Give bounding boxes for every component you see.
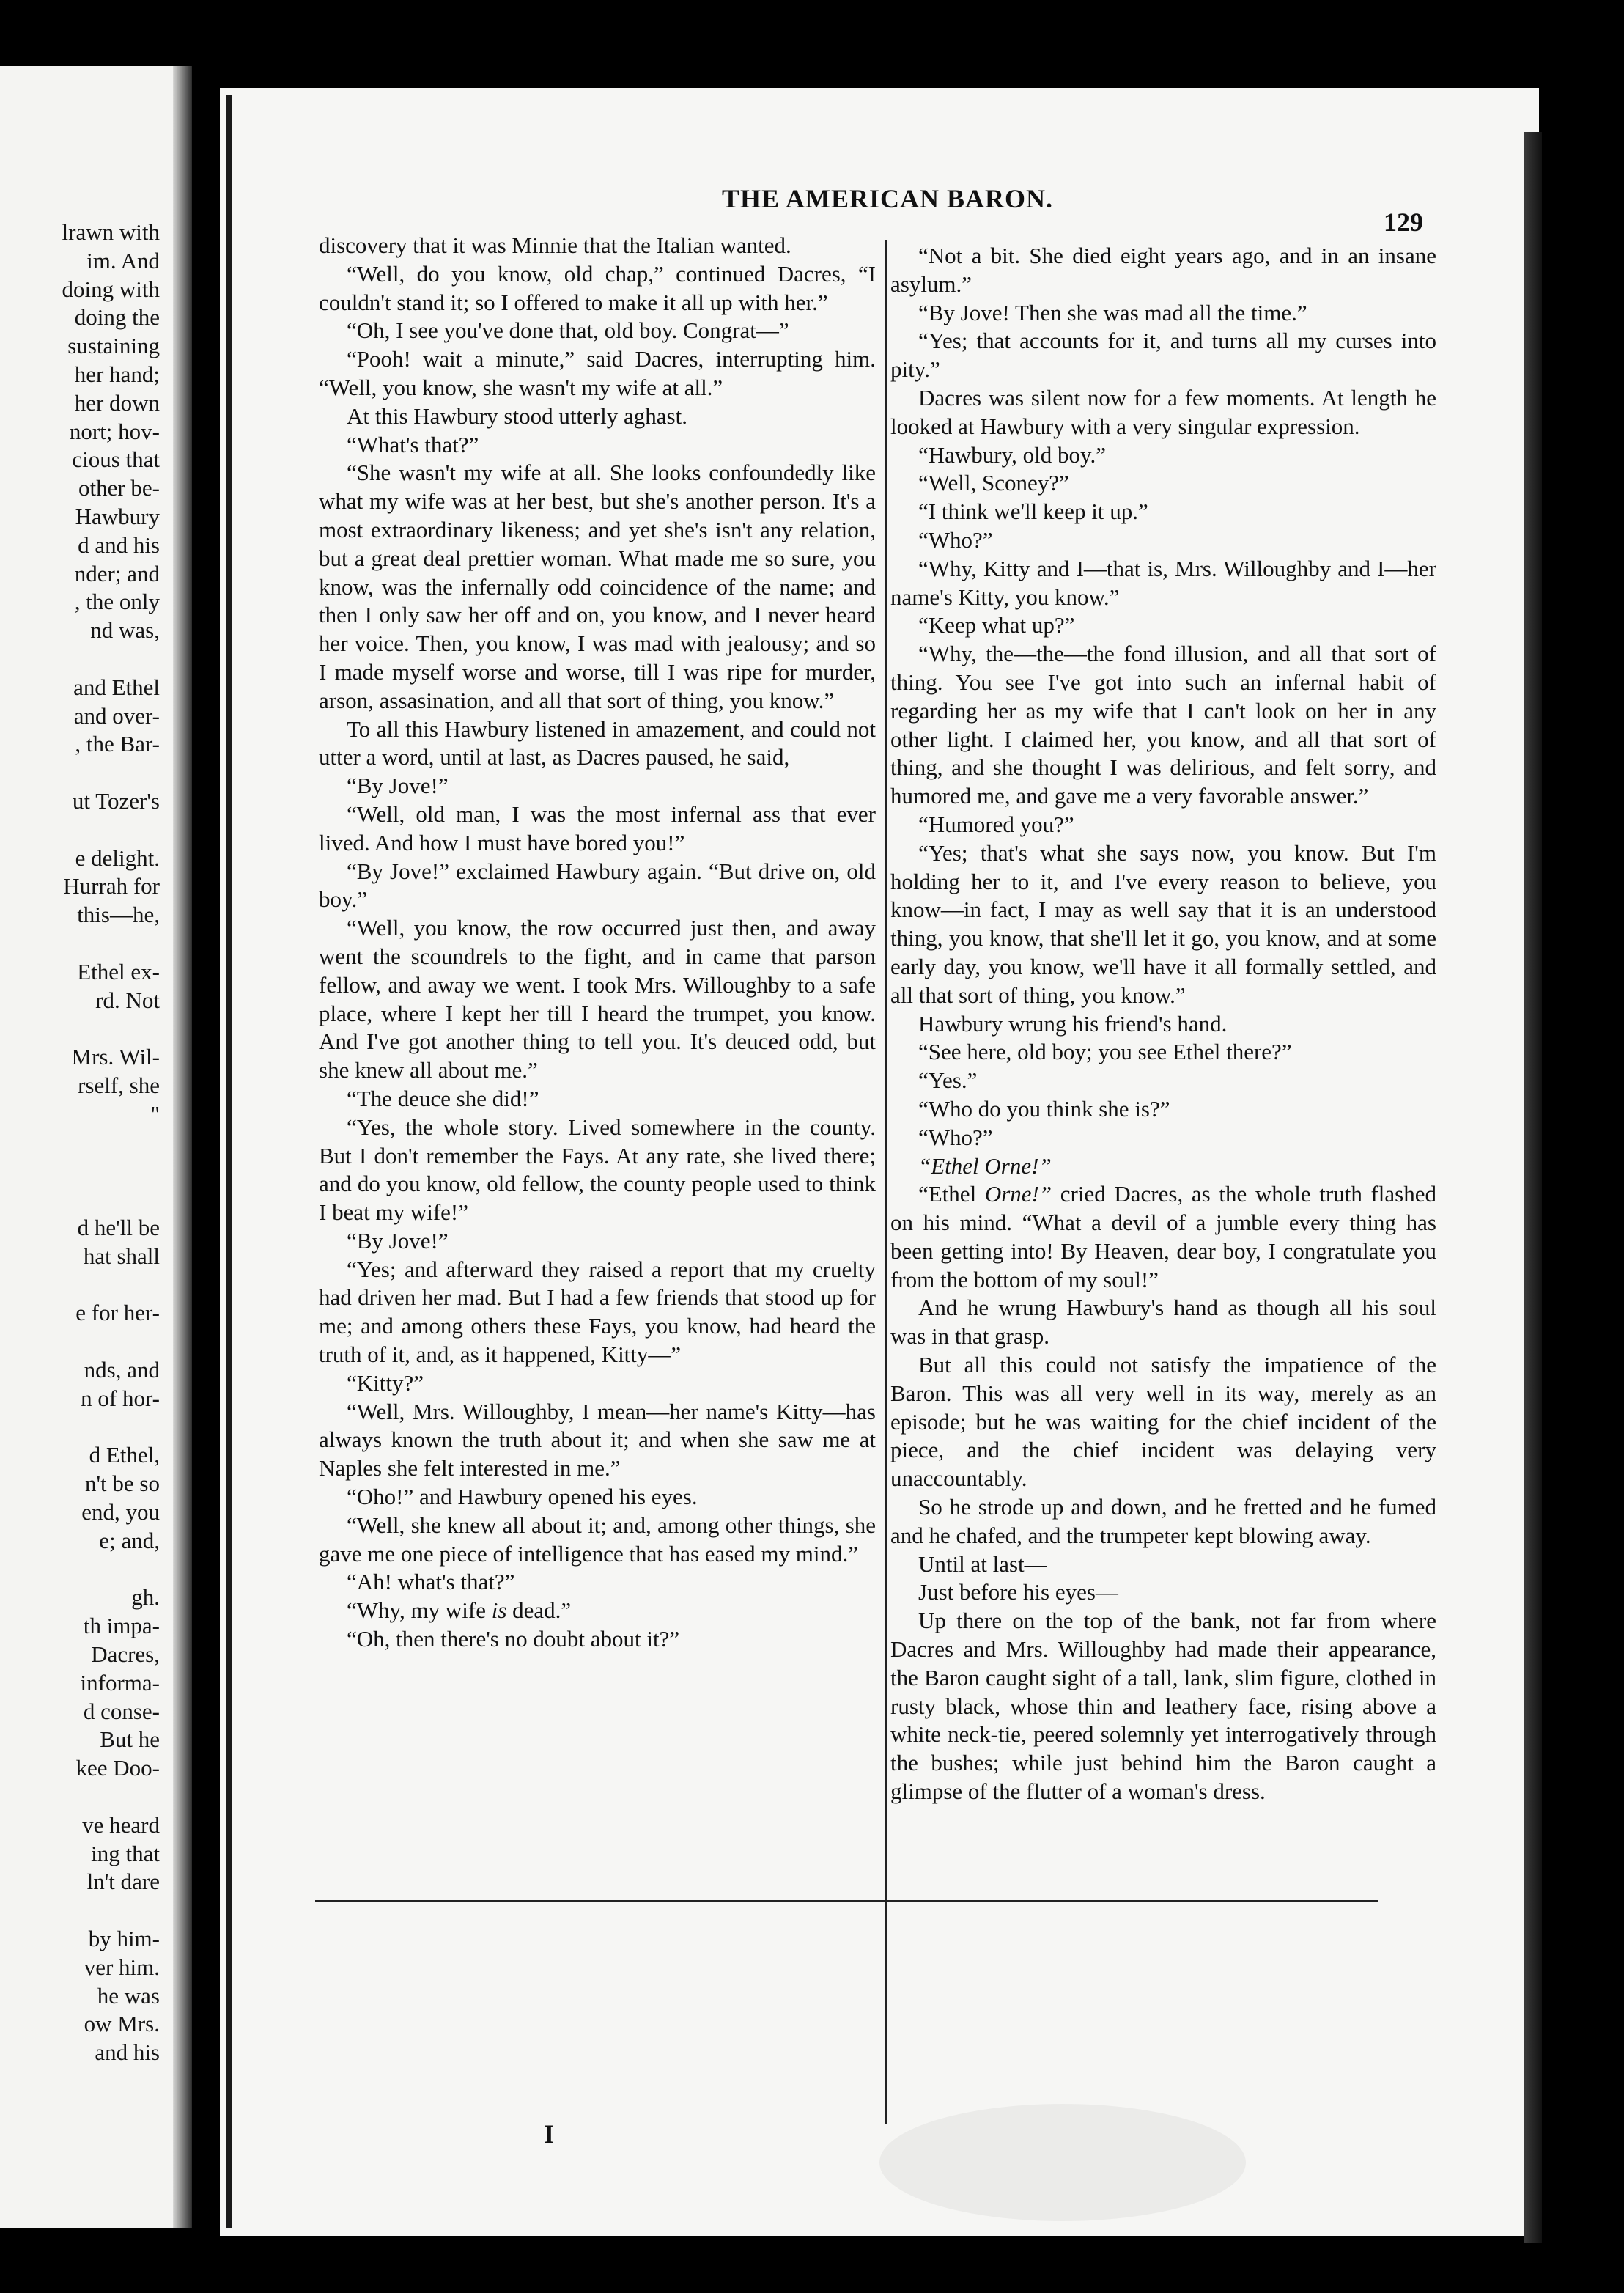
paragraph: “Well, you know, the row occurred just then, and away went the scoundrels to the fight, and in came that parson fellow, and away we went. I took Mrs. Willoughby to a safe place, where I kept her till I heard the trumpet, you know. And I've got another thing to tell you. It's deuced odd, but she knew all about me.” [319,915,876,1083]
paragraph: “By Jove! Then she was mad all the time.” [918,299,1307,325]
facing-page-line: doing with [62,276,160,302]
paragraph: “Keep what up?” [918,612,1075,638]
paragraph: “I think we'll keep it up.” [918,498,1148,525]
paragraph: “By Jove!” [347,773,449,799]
paragraph: So he strode up and down, and he fretted and he fumed and he chafed, and the trumpeter kept blowing away. [890,1494,1436,1548]
facing-page-line: this—he, [77,902,160,928]
paragraph: “Yes; that's what she says now, you know. But I'm holding her to it, and I've every reason to believe, you know—in fact, I may as well say that it is an understood thing, you know, that she'll let it go, you know, and at some early day, you know, we'll have it all formally settled, and all that sort of thing, you know.” [890,839,1436,1008]
facing-page-line: lrawn with [62,219,160,245]
page-edge-shadow [226,95,232,2228]
facing-page-line: Hawbury [75,504,160,529]
facing-page-line: Hurrah for [63,873,160,899]
facing-page-line: sustaining [67,333,160,359]
facing-page-line: and over- [73,702,160,729]
facing-page-line: end, you [81,1499,160,1525]
paragraph: “Oh, I see you've done that, old boy. Congrat—” [347,317,789,344]
facing-page-line: ow Mrs. [84,2011,160,2037]
facing-page-line: her hand; [74,361,160,387]
facing-page-line: , the Bar- [75,731,160,757]
facing-page-line: cious that [72,446,160,473]
paragraph: “Yes, the whole story. Lived somewhere in the county. But I don't remember the Fays. At any rate, she lived there; and do you know, old fellow, the county people used to think I beat my wife!” [319,1114,876,1226]
paragraph: “Well, old man, I was the most infernal ass that ever lived. And how I must have bored you!” [319,800,876,855]
facing-page-line: ver him. [84,1954,160,1980]
book-gutter [173,66,192,2228]
paragraph: “See here, old boy; you see Ethel there?” [918,1039,1292,1065]
paragraph: “The deuce she did!” [347,1085,539,1111]
facing-page-line: ln't dare [86,1869,160,1895]
facing-page-line: e for her- [75,1300,160,1326]
facing-page-line: gh. [131,1584,160,1611]
paragraph: “Well, Sconey?” [918,470,1069,496]
column-rule [885,240,887,2124]
facing-page-line: th impa- [83,1613,160,1639]
paragraph: Hawbury wrung his friend's hand. [918,1010,1228,1037]
paragraph: “Yes; that accounts for it, and turns all my curses into pity.” [890,328,1436,383]
column-crease [315,1900,1378,1902]
paragraph: “What's that?” [347,431,479,457]
paragraph: “Who?” [918,526,993,553]
paragraph: “Kitty?” [347,1369,424,1396]
facing-page-line: Ethel ex- [77,958,160,984]
facing-page-line: nds, and [84,1357,160,1383]
paragraph: “Oh, then there's no doubt about it?” [347,1626,680,1652]
paragraph: Up there on the top of the bank, not far from where Dacres and Mrs. Willoughby had made their appearance, the Baron caught sight of a tall, lank, slim figure, clothed in rusty black, whose thin and leathery face, rising above a white neck-tie, peered solemnly yet interrogatively through the bushes; while just behind him the Baron caught a glimpse of the flutter of a woman's dress. [890,1608,1436,1805]
page-right-edge [1524,132,1542,2243]
paragraph: “Ah! what's that?” [347,1569,515,1595]
facing-page-line: d Ethel, [89,1442,160,1468]
paragraph: To all this Hawbury listened in amazement, and could not utter a word, until at last, as Dacres paused, he said, [319,715,876,770]
facing-page-line: rd. Not [95,987,160,1013]
paragraph: “Who do you think she is?” [918,1095,1170,1122]
paragraph: Dacres was silent now for a few moments. At length he looked at Hawbury with a very singular expression. [890,384,1436,439]
paragraph: “Why, my wife is dead.” [347,1597,572,1624]
facing-page-line: d and his [78,531,160,558]
facing-page-line: kee Doo- [75,1755,160,1781]
facing-page-line: rself, she [78,1072,160,1098]
running-head: THE AMERICAN BARON. [722,184,1054,213]
facing-page-line: But he [100,1726,160,1753]
paragraph: “Hawbury, old boy.” [918,441,1106,468]
stain [879,2104,1246,2221]
facing-page-line: doing the [74,304,160,331]
paragraph: At this Hawbury stood utterly aghast. [347,402,687,429]
left-column [319,232,876,1654]
paragraph: “Why, Kitty and I—that is, Mrs. Willoughby and I—her name's Kitty, you know.” [890,555,1436,610]
paragraph: “Pooh! wait a minute,” said Dacres, interrupting him. “Well, you know, she wasn't my wife at all.” [319,346,876,400]
paragraph: Just before his eyes— [918,1579,1118,1605]
paragraph: “Ethel Orne!” cried Dacres, as the whole truth flashed on his mind. “What a devil of a jumble every thing has been getting into! By Heaven, dear boy, I congratulate you from the bottom of my soul!” [890,1181,1436,1292]
paragraph: “Ethel Orne!” [918,1152,1052,1179]
facing-page-line: e; and, [99,1527,160,1553]
paragraph: “Well, do you know, old chap,” continued Dacres, “I couldn't stand it; so I offered to make it all up with her.” [319,260,876,315]
paragraph: discovery that it was Minnie that the Italian wanted. [319,232,791,258]
paragraph: “Why, the—the—the fond illusion, and all that sort of thing. You see I've got into such an infernal habit of regarding her as my wife that I can't look on her in any other light. I claimed her, you know, and all that sort of thing, and she thought I was delirious, and felt sorry, and humored me, and gave me a very favorable answer.” [890,641,1436,809]
facing-page-line: ing that [91,1840,160,1866]
paragraph: “She wasn't my wife at all. She looks confoundedly like what my wife was at her best, but she's another person. It's a most extraordinary likeness; and yet she's isn't any relation, but a great deal prettier woman. What made me so sure, you know, was the infernally odd coincidence of the name; and then I only saw her off and on, you know, and I never heard her voice. Then, you know, I was mad with jealousy; and so I made myself worse and worse, till I was ripe for murder, arson, assasination, and all that sort of thing, you know.” [319,460,876,713]
paragraph: But all this could not satisfy the impatience of the Baron. This was all very well in its way, merely as an episode; but he was waiting for the chief incident of the piece, and the chief incident was delaying very unaccountably. [890,1352,1436,1492]
facing-page-line: Mrs. Wil- [71,1044,160,1070]
facing-page-line: other be- [78,475,160,501]
facing-page-line: ve heard [82,1811,160,1838]
facing-page-line: n of hor- [81,1385,160,1411]
facing-page-line: im. And [86,247,160,273]
facing-page-line: nder; and [74,560,160,586]
facing-page-line: nd was, [90,617,160,644]
facing-page-line: nort; hov- [69,418,160,444]
paragraph: “Who?” [918,1124,993,1150]
facing-page-line: d conse- [83,1698,160,1724]
paragraph: “Well, she knew all about it; and, among other things, she gave me one piece of intelligence that has eased my mind.” [319,1512,876,1567]
paragraph: “Oho!” and Hawbury opened his eyes. [347,1484,698,1510]
page-number: 129 [1384,207,1423,237]
facing-page-line: , the only [74,589,160,615]
facing-page-line: ut Tozer's [72,788,160,814]
right-column [890,242,1436,1806]
facing-page-line: n't be so [84,1471,160,1497]
paragraph: “Yes.” [918,1067,978,1094]
facing-page-line: Dacres, [91,1641,160,1667]
paragraph: And he wrung Hawbury's hand as though all his soul was in that grasp. [890,1295,1436,1350]
signature-mark: I [544,2119,555,2149]
paragraph: “Well, Mrs. Willoughby, I mean—her name's Kitty—has always known the truth about it; and when she saw me at Naples she felt interested in me.” [319,1398,876,1482]
paragraph: “By Jove!” exclaimed Hawbury again. “But drive on, old boy.” [319,858,876,913]
paragraph: Until at last— [918,1550,1047,1577]
facing-page-line: d he'll be [77,1215,160,1240]
facing-page-line: " [150,1100,160,1127]
facing-page-fragment [0,66,192,2228]
facing-page-line: her down [74,389,160,416]
paragraph: “Not a bit. She died eight years ago, and in an insane asylum.” [890,243,1436,297]
paragraph: “By Jove!” [347,1227,449,1254]
facing-page-line: informa- [80,1669,160,1696]
facing-page-line: by him- [88,1926,160,1951]
facing-page-line: and Ethel [73,674,160,700]
paragraph: “Yes; and afterward they raised a report that my cruelty had driven her mad. But I had a few friends that stood up for me; and among others these Fays, you know, had heard the truth of it, and, as it happened, Kitty—” [319,1256,876,1368]
facing-page-line: e delight. [75,844,160,871]
facing-page-line: he was [97,1982,160,2009]
paragraph: “Humored you?” [918,811,1074,837]
facing-page-line: hat shall [83,1243,160,1269]
facing-page-line: and his [95,2039,160,2066]
